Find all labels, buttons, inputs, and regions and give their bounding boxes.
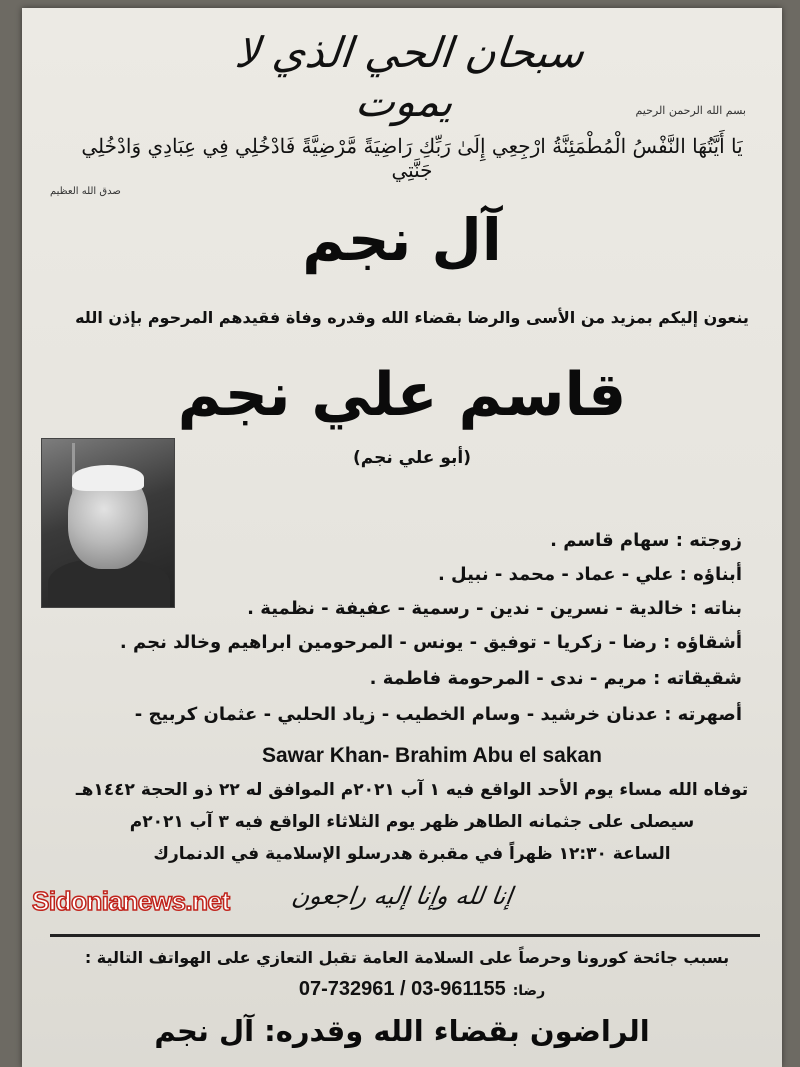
basmala: بسم الله الرحمن الرحيم [635,104,746,117]
photo-hair [72,465,144,491]
relative-label: بناته : [689,598,742,619]
deceased-name: قاسم علي نجم [177,360,627,430]
relative-label: زوجته : [675,530,742,551]
condolence-phones [222,976,622,1001]
relative-row-daughters [82,598,742,619]
relative-names: رضا - زكريا - توفيق - يونس - المرحومين ابراهيم وخالد نجم . [119,632,657,653]
relative-row-wife [82,530,742,551]
relative-label: أصهرته : [664,704,742,725]
phone-numbers: 07-732961 / 03-961155 [298,978,506,1000]
burial-line: الساعة ١٢:٣٠ ظهراً في مقبرة هدرسلو الإسلامية في الدنمارك [153,844,671,864]
relative-row-in-laws [82,704,742,725]
obituary-sheet [22,8,782,1067]
inna-lillah-calligraphy: إنا لله وإنا إليه راجعون [289,882,515,910]
relative-label: أبناؤه : [679,564,742,585]
in-laws-latin-names: Sawar Khan- Brahim Abu el sakan [262,744,602,767]
relative-names: مريم - ندى - المرحومة فاطمة . [369,668,647,689]
phone-label: رضا: [512,983,546,999]
sadaq-allah: صدق الله العظيم [50,186,121,197]
relative-names: سهام قاسم . [550,530,670,551]
sidonianews-watermark: Sidonianews.net [32,886,230,916]
closing-signature: الراضون بقضاء الله وقدره: آل نجم [154,1014,650,1048]
header-calligraphy: سبحان الحي الذي لا يموت [232,28,587,126]
relative-names: عدنان خرشيد - وسام الخطيب - زياد الحلبي - عثمان كربيج - [134,704,658,725]
quran-verse: يَا أَيَّتُهَا النَّفْسُ الْمُطْمَئِنَّةُ ارْجِعِي إِلَىٰ رَبِّكِ رَاضِيَةً مَّرْضِيَّةً فَادْخُلِي فِي عِبَادِي وَادْخُلِي جَنَّتِي [81,134,743,182]
condolence-notice: بسبب جائحة كورونا وحرصاً على السلامة العامة تقبل التعازي على الهواتف التالية : [84,948,730,967]
relative-label: أشقاؤه : [663,632,742,653]
relative-names: علي - عماد - محمد - نبيل . [437,564,674,585]
relative-row-sisters [82,668,742,689]
relative-label: شقيقاته : [653,668,742,689]
family-name-title: آل نجم [302,206,502,274]
deceased-kunya: (أبو علي نجم) [353,448,471,468]
relative-row-brothers [82,632,742,653]
divider-line [50,934,760,937]
death-date-line: توفاه الله مساء يوم الأحد الواقع فيه ١ آب ٢٠٢١م الموافق له ٢٢ ذو الحجة ١٤٤٢هـ [75,780,749,800]
relative-row-sons [82,564,742,585]
prayer-line: سيصلى على جثمانه الطاهر ظهر يوم الثلاثاء الواقع فيه ٣ آب ٢٠٢١م [129,812,695,832]
relative-names: خالدية - نسرين - ندين - رسمية - عفيفة - نظمية . [247,598,684,619]
announcement-line: ينعون إليكم بمزيد من الأسى والرضا بقضاء الله وقدره وفاة فقيدهم المرحوم بإذن الله [75,308,749,327]
